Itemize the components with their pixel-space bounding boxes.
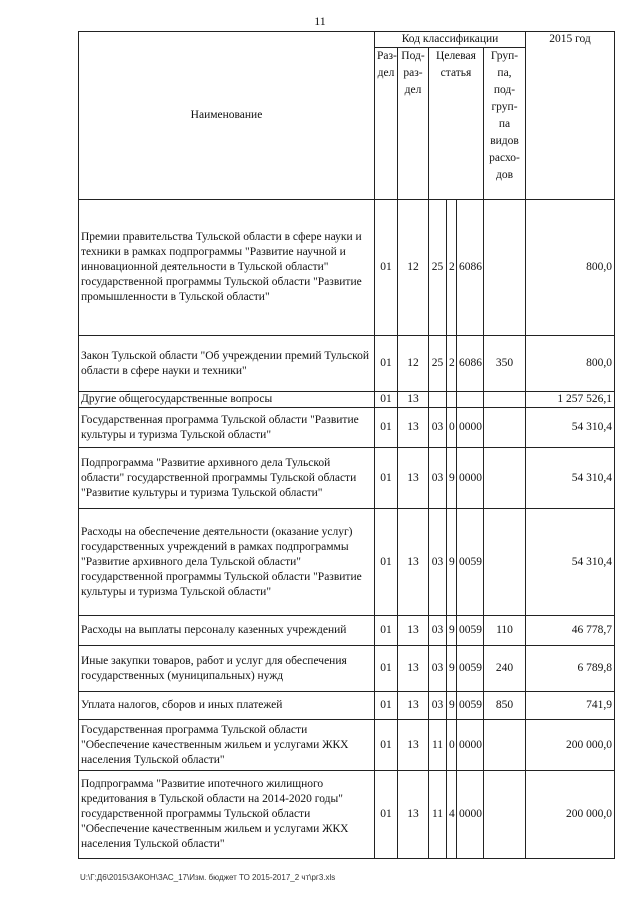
header-row-1 bbox=[79, 32, 615, 48]
cell-vid bbox=[484, 408, 526, 448]
cell-vid bbox=[484, 448, 526, 509]
cell-amount: 200 000,0 bbox=[526, 720, 615, 771]
cell-cs1: 11 bbox=[429, 771, 447, 859]
header-razdel: Раз- дел bbox=[375, 48, 398, 200]
cell-cs3: 6086 bbox=[457, 336, 484, 392]
cell-name: Подпрограмма "Развитие ипотечного жилищного кредитования в Тульской области на 2014-2020 годы" государственной программы Тульской области "Обеспечение качественным жильем и услугами ЖКХ населения Тульской области" bbox=[79, 771, 375, 859]
cell-podrazdel: 13 bbox=[398, 771, 429, 859]
cell-name: Закон Тульской области "Об учреждении премий Тульской области в сфере науки и техники" bbox=[79, 336, 375, 392]
table-row bbox=[79, 509, 615, 616]
cell-name: Государственная программа Тульской области "Обеспечение качественным жильем и услугами ЖКХ населения Тульской области" bbox=[79, 720, 375, 771]
cell-vid bbox=[484, 509, 526, 616]
cell-razdel: 01 bbox=[375, 336, 398, 392]
cell-cs2: 0 bbox=[447, 408, 457, 448]
cell-amount: 800,0 bbox=[526, 336, 615, 392]
cell-podrazdel: 13 bbox=[398, 408, 429, 448]
cell-name: Другие общегосударственные вопросы bbox=[79, 392, 375, 408]
cell-razdel: 01 bbox=[375, 692, 398, 720]
header-name: Наименование bbox=[79, 32, 375, 200]
cell-cs2: 2 bbox=[447, 336, 457, 392]
table-row bbox=[79, 200, 615, 336]
table-row bbox=[79, 771, 615, 859]
cell-podrazdel: 12 bbox=[398, 200, 429, 336]
header-podrazdel: Под- раз- дел bbox=[398, 48, 429, 200]
cell-podrazdel: 13 bbox=[398, 646, 429, 692]
cell-cs1: 03 bbox=[429, 408, 447, 448]
cell-razdel: 01 bbox=[375, 408, 398, 448]
cell-cs1: 03 bbox=[429, 692, 447, 720]
cell-razdel: 01 bbox=[375, 200, 398, 336]
cell-vid bbox=[484, 720, 526, 771]
cell-cs2: 9 bbox=[447, 692, 457, 720]
table-row bbox=[79, 448, 615, 509]
cell-amount: 54 310,4 bbox=[526, 448, 615, 509]
cell-amount: 800,0 bbox=[526, 200, 615, 336]
cell-podrazdel: 13 bbox=[398, 720, 429, 771]
cell-cs3: 0000 bbox=[457, 408, 484, 448]
cell-cs3: 0000 bbox=[457, 771, 484, 859]
cell-cs3: 0059 bbox=[457, 616, 484, 646]
header-gruppa: Груп- па, под- груп- па видов расхо- дов bbox=[484, 48, 526, 200]
cell-cs2 bbox=[447, 392, 457, 408]
cell-vid: 850 bbox=[484, 692, 526, 720]
cell-cs3: 0059 bbox=[457, 646, 484, 692]
cell-name: Премии правительства Тульской области в сфере науки и техники в рамках подпрограммы "Развитие научной и инновационной деятельности в Тульской области" государственной программы Тульской области "Развитие промышленности в Тульской области" bbox=[79, 200, 375, 336]
cell-cs2: 9 bbox=[447, 646, 457, 692]
cell-podrazdel: 13 bbox=[398, 509, 429, 616]
cell-vid: 240 bbox=[484, 646, 526, 692]
cell-vid: 350 bbox=[484, 336, 526, 392]
cell-cs2: 2 bbox=[447, 200, 457, 336]
cell-cs2: 9 bbox=[447, 448, 457, 509]
cell-amount: 6 789,8 bbox=[526, 646, 615, 692]
header-code-group: Код классификации bbox=[375, 32, 526, 48]
cell-podrazdel: 13 bbox=[398, 692, 429, 720]
cell-cs1 bbox=[429, 392, 447, 408]
cell-name: Расходы на выплаты персоналу казенных учреждений bbox=[79, 616, 375, 646]
cell-razdel: 01 bbox=[375, 448, 398, 509]
cell-amount: 200 000,0 bbox=[526, 771, 615, 859]
cell-razdel: 01 bbox=[375, 646, 398, 692]
cell-cs3: 0000 bbox=[457, 448, 484, 509]
cell-podrazdel: 12 bbox=[398, 336, 429, 392]
cell-amount: 1 257 526,1 bbox=[526, 392, 615, 408]
cell-cs3: 0059 bbox=[457, 509, 484, 616]
table-row bbox=[79, 392, 615, 408]
cell-cs2: 9 bbox=[447, 616, 457, 646]
cell-amount: 741,9 bbox=[526, 692, 615, 720]
cell-amount: 46 778,7 bbox=[526, 616, 615, 646]
file-path-footer: U:\Г:Д6\2015\ЗАКОН\ЗАС_17\Изм. бюджет ТО 2015-2017_2 чт\рг3.xls bbox=[80, 873, 336, 882]
cell-name: Расходы на обеспечение деятельности (оказание услуг) государственных учреждений в рамках подпрограммы "Развитие архивного дела Тульской области" государственной программы Тульской области "Развитие культуры и туризма Тульской области" bbox=[79, 509, 375, 616]
table-row bbox=[79, 692, 615, 720]
cell-podrazdel: 13 bbox=[398, 392, 429, 408]
cell-podrazdel: 13 bbox=[398, 448, 429, 509]
cell-cs1: 03 bbox=[429, 646, 447, 692]
cell-cs2: 9 bbox=[447, 509, 457, 616]
page-number: 11 bbox=[314, 14, 326, 28]
cell-cs1: 03 bbox=[429, 509, 447, 616]
table-row bbox=[79, 720, 615, 771]
cell-cs3: 0000 bbox=[457, 720, 484, 771]
header-year: 2015 год bbox=[526, 32, 615, 200]
cell-cs1: 03 bbox=[429, 616, 447, 646]
budget-table bbox=[78, 31, 615, 859]
cell-cs2: 0 bbox=[447, 720, 457, 771]
cell-name: Подпрограмма "Развитие архивного дела Тульской области" государственной программы Тульской области "Развитие культуры и туризма Тульской области" bbox=[79, 448, 375, 509]
cell-podrazdel: 13 bbox=[398, 616, 429, 646]
table-row bbox=[79, 646, 615, 692]
cell-amount: 54 310,4 bbox=[526, 509, 615, 616]
cell-name: Государственная программа Тульской области "Развитие культуры и туризма Тульской области" bbox=[79, 408, 375, 448]
cell-cs1: 11 bbox=[429, 720, 447, 771]
cell-cs1: 03 bbox=[429, 448, 447, 509]
cell-name: Иные закупки товаров, работ и услуг для обеспечения государственных (муниципальных) нужд bbox=[79, 646, 375, 692]
cell-razdel: 01 bbox=[375, 392, 398, 408]
table-row bbox=[79, 616, 615, 646]
cell-cs2: 4 bbox=[447, 771, 457, 859]
cell-vid: 110 bbox=[484, 616, 526, 646]
cell-vid bbox=[484, 771, 526, 859]
header-tselevaya: Целевая статья bbox=[429, 48, 484, 200]
cell-cs3: 0059 bbox=[457, 692, 484, 720]
cell-razdel: 01 bbox=[375, 720, 398, 771]
table-row bbox=[79, 336, 615, 392]
cell-razdel: 01 bbox=[375, 616, 398, 646]
cell-cs1: 25 bbox=[429, 200, 447, 336]
cell-razdel: 01 bbox=[375, 771, 398, 859]
cell-razdel: 01 bbox=[375, 509, 398, 616]
cell-cs1: 25 bbox=[429, 336, 447, 392]
table-row bbox=[79, 408, 615, 448]
cell-cs3 bbox=[457, 392, 484, 408]
cell-cs3: 6086 bbox=[457, 200, 484, 336]
cell-vid bbox=[484, 392, 526, 408]
cell-name: Уплата налогов, сборов и иных платежей bbox=[79, 692, 375, 720]
cell-vid bbox=[484, 200, 526, 336]
cell-amount: 54 310,4 bbox=[526, 408, 615, 448]
